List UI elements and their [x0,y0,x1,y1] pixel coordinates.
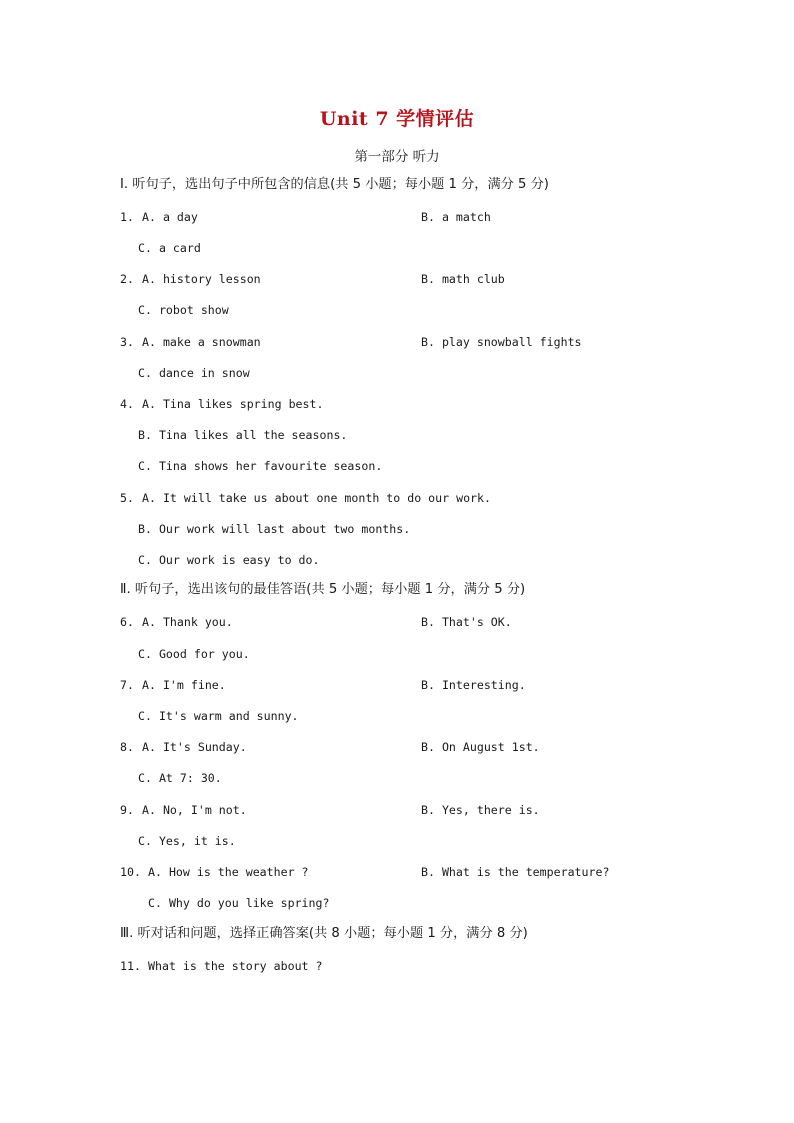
option-a: A. How is the weather ? [148,865,309,879]
option-b: B. Tina likes all the seasons. [138,428,348,442]
question-number: 1. [120,210,134,224]
question-number: 8. [120,740,134,754]
option-c: C. Why do you like spring? [148,896,330,910]
question-number: 5. [120,491,134,505]
question-number: 3. [120,335,134,349]
option-a: A. make a snowman [142,335,261,349]
question-number: 11. [120,959,141,973]
question-number: 7. [120,678,134,692]
option-a: A. a day [142,210,198,224]
option-a: A. It will take us about one month to do our work. [142,491,492,505]
option-a: A. I'm fine. [142,678,226,692]
option-a: A. Thank you. [142,615,233,629]
section-heading-3: Ⅲ. 听对话和问题，选择正确答案(共 8 小题；每小题 1 分，满分 8 分) [120,926,528,941]
question-number: 4. [120,397,134,411]
option-c: C. dance in snow [138,366,250,380]
question-number: 2. [120,272,134,286]
option-a: A. No, I'm not. [142,803,247,817]
section-heading-1: Ⅰ. 听句子，选出句子中所包含的信息(共 5 小题；每小题 1 分，满分 5 分) [120,177,549,192]
option-b: B. On August 1st. [421,740,540,754]
question-number: 10. [120,865,141,879]
question-number: 9. [120,803,134,817]
part-heading: 第一部分 听力 [354,149,440,165]
option-b: B. What is the temperature? [421,865,610,879]
option-c: C. a card [138,241,201,255]
option-b: B. a match [421,210,491,224]
page-title: Unit 7 学情评估 [319,108,475,130]
option-c: C. At 7: 30. [138,771,222,785]
option-c: C. Our work is easy to do. [138,553,320,567]
option-c: C. Yes, it is. [138,834,236,848]
option-b: B. math club [421,272,505,286]
option-b: B. Interesting. [421,678,526,692]
option-c: C. It's warm and sunny. [138,709,299,723]
option-c: C. robot show [138,303,229,317]
option-b: B. play snowball fights [421,335,582,349]
option-b: B. That's OK. [421,615,512,629]
question-number: 6. [120,615,134,629]
option-a: A. It's Sunday. [142,740,247,754]
option-a: A. Tina likes spring best. [142,397,324,411]
question-text: What is the story about ? [148,959,323,973]
option-c: C. Good for you. [138,647,250,661]
option-c: C. Tina shows her favourite season. [138,459,383,473]
option-b: B. Yes, there is. [421,803,540,817]
option-a: A. history lesson [142,272,261,286]
section-heading-2: Ⅱ. 听句子，选出该句的最佳答语(共 5 小题；每小题 1 分，满分 5 分) [120,582,526,597]
option-b: B. Our work will last about two months. [138,522,411,536]
